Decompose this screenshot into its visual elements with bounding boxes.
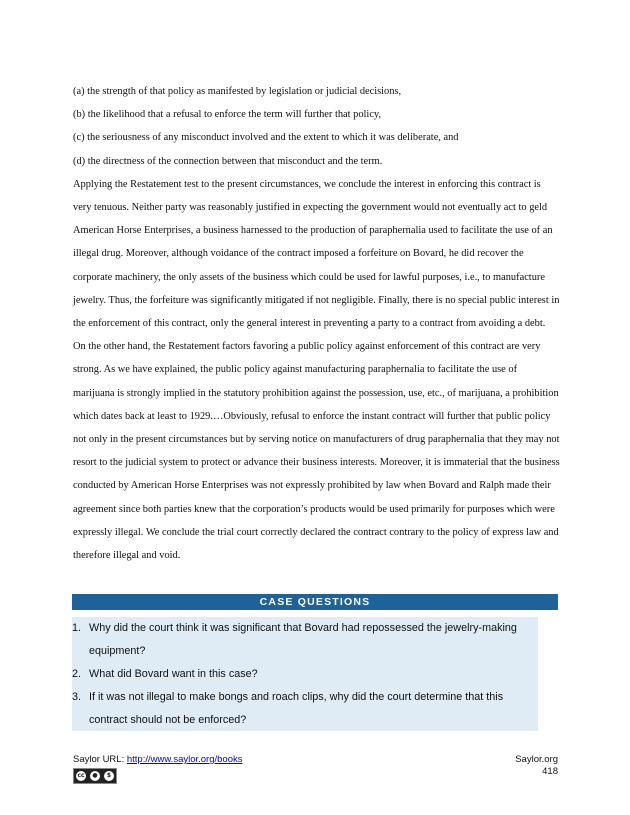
paragraph-b: (b) the likelihood that a refusal to enforce the term will further that policy, (73, 109, 382, 121)
by-icon: ● (90, 771, 100, 781)
footer-right (515, 754, 558, 778)
page-footer (73, 754, 558, 784)
paragraph-c: (c) the seriousness of any misconduct involved and the extent to which it was deliberate, and (73, 132, 459, 144)
question-text: If it was not illegal to make bongs and roach clips, why did the court determine that this contract should not be enforced? (89, 691, 504, 726)
footer-url-label: Saylor URL: (73, 754, 127, 765)
question-text: Why did the court think it was significant that Bovard had repossessed the jewelry-making equipment? (89, 622, 517, 657)
page-number: 418 (542, 766, 558, 777)
paragraph-other-hand: On the other hand, the Restatement factors favoring a public policy against enforcement of this contract are very strong. As we have explained, the public policy against manufacturing paraphernalia to facilitate the use of marijuana is strongly implied in the statutory prohibition against the possession, use, etc., of marijuana, a prohibition which dates back at least to 1929.…Obviously, refusal to enforce the instant contract will further that public policy not only in the present circumstances but by serving notice on manufacturers of drug paraphernalia that they may not resort to the judicial system to protect or advance their business interests. Moreover, it is immaterial that the business conducted by American Horse Enterprises was not expressly prohibited by law when Bovard and Ralph made their agreement since both parties knew that the corporation’s products would be used primarily for purposes which were expressly illegal. We conclude the trial court correctly declared the contract contrary to the policy of express law and therefore illegal and void. (73, 341, 560, 562)
saylor-books-link[interactable]: http://www.saylor.org/books (126, 754, 243, 765)
body-text (73, 80, 560, 567)
nc-icon: $ (104, 771, 114, 781)
question-text: What did Bovard want in this case? (89, 668, 258, 680)
question-number: 3. (72, 691, 82, 703)
paragraph-a: (a) the strength of that policy as manifested by legislation or judicial decisions, (73, 86, 402, 97)
creative-commons-license-icon (73, 768, 117, 784)
footer-left (73, 754, 558, 766)
paragraph-d: (d) the directness of the connection between that misconduct and the term. (73, 155, 383, 167)
question-item (72, 663, 538, 686)
question-number: 1. (72, 622, 82, 634)
question-item (72, 617, 538, 663)
footer-site: Saylor.org (515, 754, 558, 765)
question-number: 2. (72, 668, 82, 680)
case-questions-box (72, 617, 538, 731)
question-list (72, 617, 538, 732)
cc-icon: cc (77, 772, 85, 779)
question-item (72, 686, 538, 732)
paragraph-restatement: Applying the Restatement test to the present circumstances, we conclude the interest in enforcing this contract is very tenuous. Neither party was reasonably justified in expecting the government would not eventually act to geld American Horse Enterprises, a business harnessed to the production of paraphernalia used to facilitate the use of an illegal drug. Moreover, although voidance of the contract imposed a forfeiture on Bovard, he did recover the corporate machinery, the only assets of the business which could be used for lawful purposes, i.e., to manufacture jewelry. Thus, the forfeiture was significantly mitigated if not negligible. Finally, there is no special public interest in the enforcement of this contract, only the general interest in preventing a party to a contract from avoiding a debt. (73, 178, 560, 330)
case-questions-banner: CASE QUESTIONS (72, 594, 558, 610)
